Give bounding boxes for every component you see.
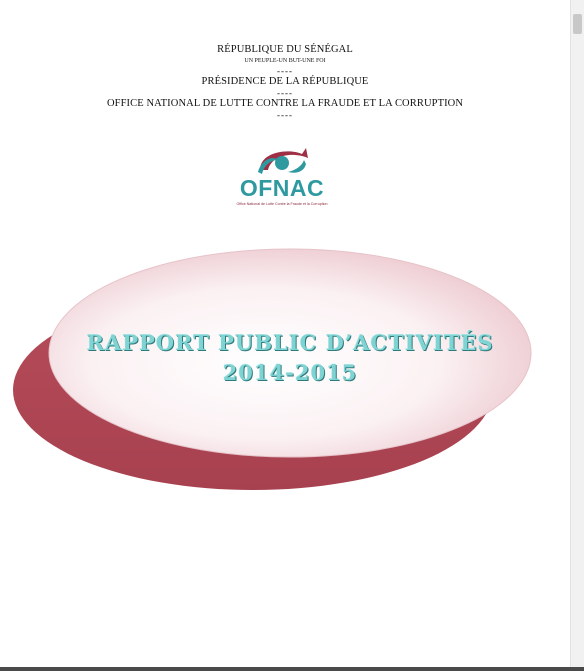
presidency-name: PRÉSIDENCE DE LA RÉPUBLIQUE [201,76,369,87]
separator: ---- [277,88,293,98]
separator: ---- [277,110,293,120]
bottom-edge-bar [0,667,584,671]
country-name: RÉPUBLIQUE DU SÉNÉGAL [217,44,353,55]
national-motto: UN PEUPLE-UN BUT-UNE FOI [244,58,326,64]
report-title-line1: RAPPORT PUBLIC D’ACTIVITÉS [86,330,494,355]
report-title [50,328,530,388]
vertical-scrollbar[interactable] [570,0,584,667]
ofnac-logo [222,140,342,210]
report-period: 2014-2015 [222,360,358,385]
logo-emblem-icon [258,148,308,174]
office-name: OFFICE NATIONAL DE LUTTE CONTRE LA FRAUDE ET LA CORRUPTION [106,98,464,109]
separator: ---- [277,66,293,76]
document-header [0,44,570,120]
logo-tagline: Office National de Lutte Contre la Fraude et la Corruption [236,202,328,206]
scrollbar-thumb[interactable] [573,14,582,34]
logo-acronym: OFNAC [239,175,325,201]
